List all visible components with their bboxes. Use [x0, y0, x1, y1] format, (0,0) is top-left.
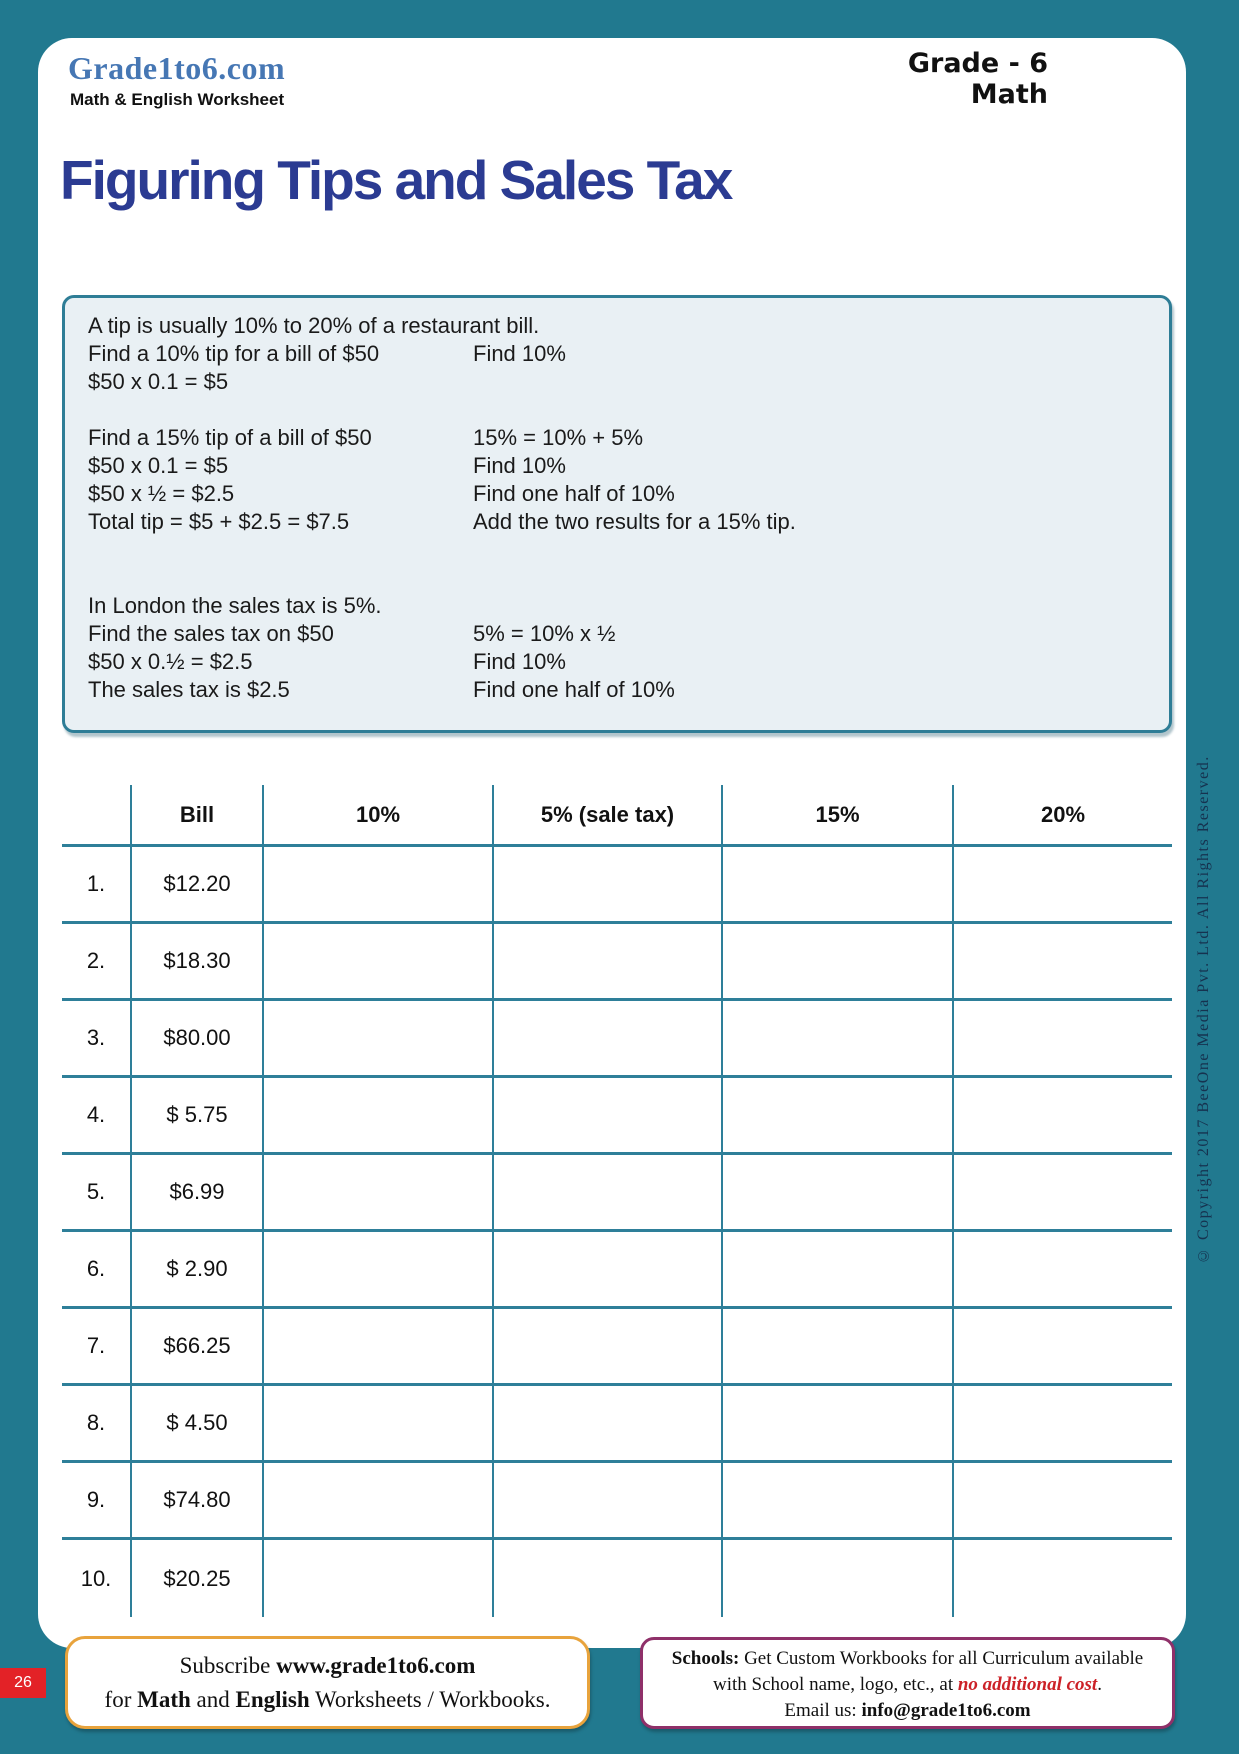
table-row [62, 1155, 1172, 1232]
instruction-right: 15% = 10% + 5% [473, 425, 644, 450]
answer-cell-20pct[interactable] [954, 924, 1172, 998]
answer-cell-5pct[interactable] [494, 1463, 723, 1537]
answer-cell-10pct[interactable] [264, 924, 494, 998]
answer-cell-5pct[interactable] [494, 1078, 723, 1152]
instruction-right: Add the two results for a 15% tip. [473, 509, 796, 534]
answer-cell-20pct[interactable] [954, 1078, 1172, 1152]
instruction-left: Find a 10% tip for a bill of $50 [88, 341, 380, 366]
grade-subject-block [908, 48, 1048, 110]
bill-value: $ 4.50 [132, 1386, 264, 1460]
row-number: 2. [62, 924, 132, 998]
answer-cell-15pct[interactable] [723, 847, 954, 921]
row-number: 4. [62, 1078, 132, 1152]
answer-cell-20pct[interactable] [954, 1155, 1172, 1229]
instruction-right: Find 10% [473, 341, 566, 366]
answer-cell-15pct[interactable] [723, 1309, 954, 1383]
schools-email-link[interactable]: info@grade1to6.com [861, 1700, 1031, 1721]
answer-cell-5pct[interactable] [494, 1309, 723, 1383]
answer-cell-15pct[interactable] [723, 1078, 954, 1152]
header-cell-bill: Bill [132, 785, 264, 844]
bill-value: $80.00 [132, 1001, 264, 1075]
schools-text: with School name, logo, etc., at [713, 1674, 958, 1695]
instruction-line [88, 340, 1169, 368]
instruction-left: $50 x ½ = $2.5 [88, 481, 235, 506]
table-row [62, 1386, 1172, 1463]
answer-cell-10pct[interactable] [264, 1155, 494, 1229]
subscribe-text: for [104, 1687, 138, 1712]
instruction-right: Find one half of 10% [473, 481, 675, 506]
grade-label: Grade - 6 [907, 48, 1048, 79]
instruction-left: $50 x 0.1 = $5 [88, 453, 229, 478]
answer-cell-5pct[interactable] [494, 1540, 723, 1617]
subscribe-text: Worksheets / Workbooks. [309, 1687, 551, 1712]
answer-cell-5pct[interactable] [494, 847, 723, 921]
answer-cell-5pct[interactable] [494, 1155, 723, 1229]
bill-value: $18.30 [132, 924, 264, 998]
subscribe-line1 [68, 1649, 587, 1683]
answer-cell-20pct[interactable] [954, 1463, 1172, 1537]
table-row [62, 924, 1172, 1001]
instruction-line [88, 592, 1169, 620]
answer-cell-10pct[interactable] [264, 1001, 494, 1075]
instruction-line [88, 368, 1169, 396]
instruction-left: $50 x 0.½ = $2.5 [88, 649, 253, 674]
answer-cell-15pct[interactable] [723, 1001, 954, 1075]
answer-cell-20pct[interactable] [954, 847, 1172, 921]
subscribe-text: and [190, 1687, 236, 1712]
instruction-left: $50 x 0.1 = $5 [88, 369, 229, 394]
subscribe-prefix: Subscribe [179, 1653, 277, 1678]
answer-cell-15pct[interactable] [723, 1386, 954, 1460]
subscribe-box [65, 1636, 590, 1729]
answer-cell-10pct[interactable] [264, 1386, 494, 1460]
header-cell-blank [62, 785, 132, 844]
page-title: Figuring Tips and Sales Tax [60, 149, 732, 211]
schools-text: Email us: [784, 1700, 862, 1721]
schools-highlight: no additional cost [957, 1674, 1098, 1695]
table-row [62, 1232, 1172, 1309]
answer-cell-15pct[interactable] [723, 1540, 954, 1617]
table-row [62, 1463, 1172, 1540]
row-number: 3. [62, 1001, 132, 1075]
table-row [62, 847, 1172, 924]
worksheet-table [62, 785, 1172, 1618]
instruction-right: Find 10% [473, 453, 566, 478]
bill-value: $20.25 [132, 1540, 264, 1617]
answer-cell-20pct[interactable] [954, 1232, 1172, 1306]
subscribe-url-link[interactable]: www.grade1to6.com [276, 1653, 476, 1678]
instruction-line [88, 452, 1169, 480]
schools-line3 [643, 1698, 1172, 1724]
instruction-line [88, 424, 1169, 452]
row-number: 8. [62, 1386, 132, 1460]
header-cell-5pct: 5% (sale tax) [494, 785, 723, 844]
answer-cell-10pct[interactable] [264, 1463, 494, 1537]
row-number: 9. [62, 1463, 132, 1537]
header-cell-20pct: 20% [1040, 801, 1086, 827]
instruction-line [88, 312, 1169, 340]
instruction-line [88, 564, 1169, 592]
instruction-left: Find a 15% tip of a bill of $50 [88, 425, 372, 450]
subscribe-english-label: English [235, 1687, 310, 1712]
answer-cell-10pct[interactable] [264, 1232, 494, 1306]
instruction-right: 5% = 10% x ½ [473, 621, 616, 646]
answer-cell-20pct[interactable] [954, 1309, 1172, 1383]
answer-cell-10pct[interactable] [264, 1078, 494, 1152]
subject-label: Math [970, 79, 1048, 110]
table-row [62, 1540, 1172, 1617]
row-number: 5. [62, 1155, 132, 1229]
schools-label: Schools: [671, 1648, 740, 1669]
instruction-line [88, 396, 1169, 424]
instruction-line [88, 648, 1169, 676]
answer-cell-15pct[interactable] [723, 924, 954, 998]
instruction-right: Find one half of 10% [473, 677, 675, 702]
answer-cell-5pct[interactable] [494, 1001, 723, 1075]
answer-cell-20pct[interactable] [954, 1540, 1172, 1617]
instruction-left: Total tip = $5 + $2.5 = $7.5 [88, 509, 350, 534]
site-logo-subtitle: Math & English Worksheet [70, 90, 285, 109]
instruction-left: The sales tax is $2.5 [88, 677, 290, 702]
instruction-line [88, 676, 1169, 704]
schools-text: . [1097, 1674, 1102, 1695]
header-cell-15pct: 15% [723, 785, 954, 844]
bill-value: $12.20 [132, 847, 264, 921]
copyright-vertical-text: © Copyright 2017 BeeOne Media Pvt. Ltd. All Rights Reserved. [1195, 755, 1212, 1265]
instruction-left: Find the sales tax on $50 [88, 621, 334, 646]
instruction-left: A tip is usually 10% to 20% of a restaurant bill. [88, 313, 540, 338]
table-row [62, 1001, 1172, 1078]
instruction-left: In London the sales tax is 5%. [88, 593, 382, 618]
answer-cell-10pct[interactable] [264, 847, 494, 921]
instruction-line [88, 480, 1169, 508]
answer-cell-10pct[interactable] [264, 1540, 494, 1617]
answer-cell-10pct[interactable] [264, 1309, 494, 1383]
subscribe-line2 [68, 1683, 587, 1717]
instruction-right: Find 10% [473, 649, 566, 674]
answer-cell-15pct[interactable] [723, 1232, 954, 1306]
bill-value: $6.99 [132, 1155, 264, 1229]
answer-cell-5pct[interactable] [494, 924, 723, 998]
schools-line1 [643, 1646, 1172, 1672]
schools-box [640, 1637, 1175, 1729]
answer-cell-20pct[interactable] [954, 1386, 1172, 1460]
table-row [62, 1309, 1172, 1386]
page-number-badge: 26 [0, 1668, 46, 1698]
row-number: 7. [62, 1309, 132, 1383]
instruction-line [88, 536, 1169, 564]
answer-cell-20pct[interactable] [954, 1001, 1172, 1075]
instruction-box [62, 295, 1172, 733]
row-number: 10. [62, 1540, 132, 1617]
instruction-line [88, 620, 1169, 648]
schools-text: Get Custom Workbooks for all Curriculum available [739, 1648, 1144, 1669]
schools-line2 [643, 1672, 1172, 1698]
bill-value: $ 2.90 [132, 1232, 264, 1306]
answer-cell-5pct[interactable] [494, 1232, 723, 1306]
answer-cell-15pct[interactable] [723, 1155, 954, 1229]
table-row [62, 1078, 1172, 1155]
bill-value: $ 5.75 [132, 1078, 264, 1152]
row-number: 1. [62, 847, 132, 921]
table-header-row [62, 785, 1172, 847]
site-logo: Grade1to6.com [68, 50, 286, 86]
instruction-line [88, 508, 1169, 536]
bill-value: $74.80 [132, 1463, 264, 1537]
answer-cell-15pct[interactable] [723, 1463, 954, 1537]
header-cell-10pct: 10% [264, 785, 494, 844]
answer-cell-5pct[interactable] [494, 1386, 723, 1460]
bill-value: $66.25 [132, 1309, 264, 1383]
row-number: 6. [62, 1232, 132, 1306]
subscribe-math-label: Math [137, 1687, 191, 1712]
